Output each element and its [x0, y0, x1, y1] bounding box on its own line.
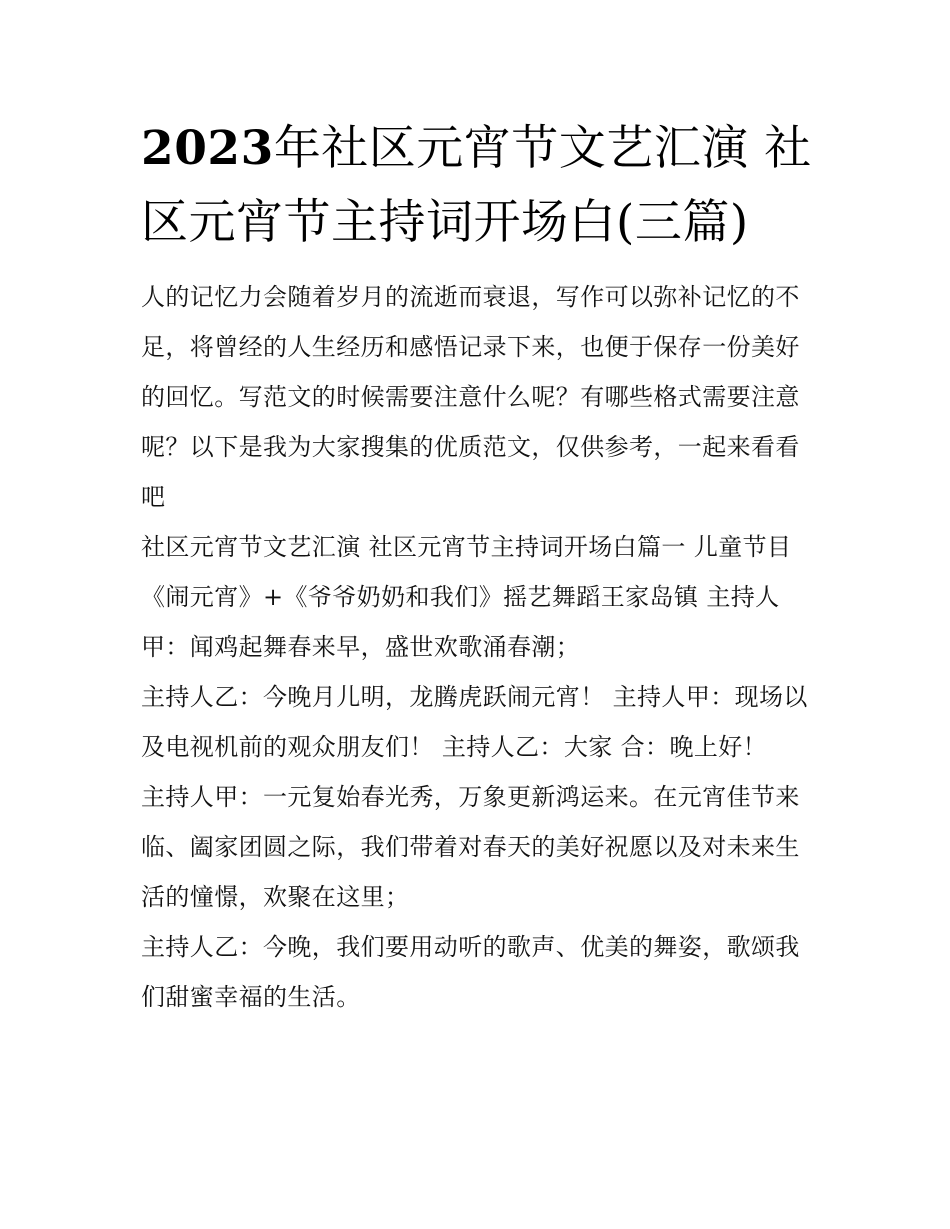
body-paragraph: 主持人乙：今晚，我们要用动听的歌声、优美的舞姿，歌颂我们甜蜜幸福的生活。	[141, 933, 800, 1011]
title-year: 2023	[141, 121, 274, 176]
body-paragraph: 主持人乙：今晚月儿明，龙腾虎跃闹元宵！ 主持人甲：现场以及电视机前的观众朋友们！ 主持人乙：大家 合：晚上好！	[141, 683, 808, 761]
body-paragraph: 社区元宵节文艺汇演 社区元宵节主持词开场白篇一 儿童节目《闹元宵》+《爷爷奶奶和我们》摇艺舞蹈王家岛镇 主持人甲：闻鸡起舞春来早，盛世欢歌涌春潮；	[141, 533, 792, 661]
intro-paragraph: 人的记忆力会随着岁月的流逝而衰退，写作可以弥补记忆的不足，将曾经的人生经历和感悟记录下来，也便于保存一份美好的回忆。写范文的时候需要注意什么呢？有哪些格式需要注意呢？以下是我为大家搜集的优质范文，仅供参考，一起来看看吧	[141, 283, 800, 511]
body-paragraph: 主持人甲：一元复始春光秀，万象更新鸿运来。在元宵佳节来临、阖家团圆之际，我们带着对春天的美好祝愿以及对未来生活的憧憬，欢聚在这里；	[141, 783, 800, 911]
document-title	[141, 112, 813, 260]
title-text: 年社区元宵节文艺汇演 社区元宵节主持词开场白(三篇)	[141, 121, 812, 250]
document-page	[141, 112, 813, 1022]
